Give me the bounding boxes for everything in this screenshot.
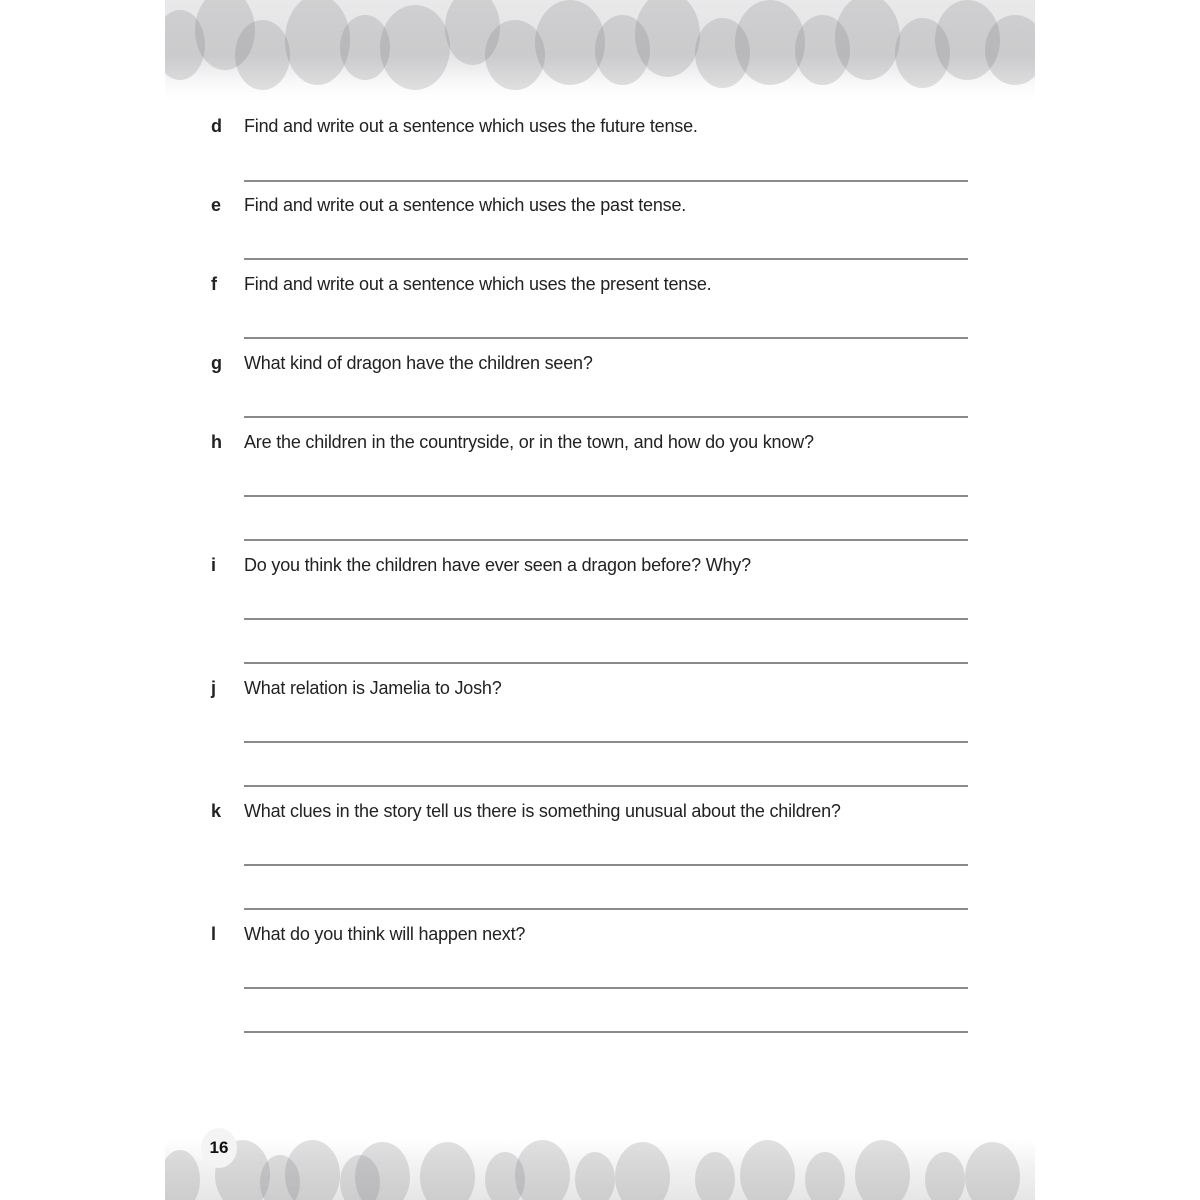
- question-text: What relation is Jamelia to Josh?: [244, 678, 502, 698]
- page-number: 16: [201, 1128, 237, 1168]
- answer-line-g[interactable]: [244, 416, 968, 418]
- question-text: Find and write out a sentence which uses the present tense.: [244, 274, 712, 294]
- answer-line-h-1[interactable]: [244, 495, 968, 497]
- answer-line-j-2[interactable]: [244, 785, 968, 787]
- question-letter: h: [211, 432, 222, 452]
- question-letter: f: [211, 274, 217, 294]
- question-letter: d: [211, 116, 222, 136]
- question-text: Are the children in the countryside, or in the town, and how do you know?: [244, 432, 814, 452]
- answer-line-f[interactable]: [244, 337, 968, 339]
- question-letter: j: [211, 678, 217, 698]
- question-letter: l: [211, 924, 217, 944]
- question-letter: g: [211, 353, 222, 373]
- question-letter: i: [211, 555, 217, 575]
- answer-line-k-2[interactable]: [244, 908, 968, 910]
- question-letter: k: [211, 801, 222, 821]
- question-letter: e: [211, 195, 222, 215]
- answer-line-e[interactable]: [244, 258, 968, 260]
- question-text: Find and write out a sentence which uses the past tense.: [244, 195, 687, 215]
- question-text: What do you think will happen next?: [244, 924, 526, 944]
- answer-line-k-1[interactable]: [244, 864, 968, 866]
- question-text: What clues in the story tell us there is something unusual about the children?: [244, 801, 841, 821]
- question-text: Do you think the children have ever seen a dragon before? Why?: [244, 555, 751, 575]
- question-text: What kind of dragon have the children seen?: [244, 353, 593, 373]
- answer-line-i-2[interactable]: [244, 662, 968, 664]
- answer-line-l-2[interactable]: [244, 1031, 968, 1033]
- answer-line-j-1[interactable]: [244, 741, 968, 743]
- answer-line-i-1[interactable]: [244, 618, 968, 620]
- answer-line-h-2[interactable]: [244, 539, 968, 541]
- decorative-bubble-header: [165, 0, 1035, 100]
- answer-line-l-1[interactable]: [244, 987, 968, 989]
- decorative-bubble-footer: [165, 1140, 1035, 1200]
- answer-line-d[interactable]: [244, 180, 968, 182]
- question-text: Find and write out a sentence which uses the future tense.: [244, 116, 698, 136]
